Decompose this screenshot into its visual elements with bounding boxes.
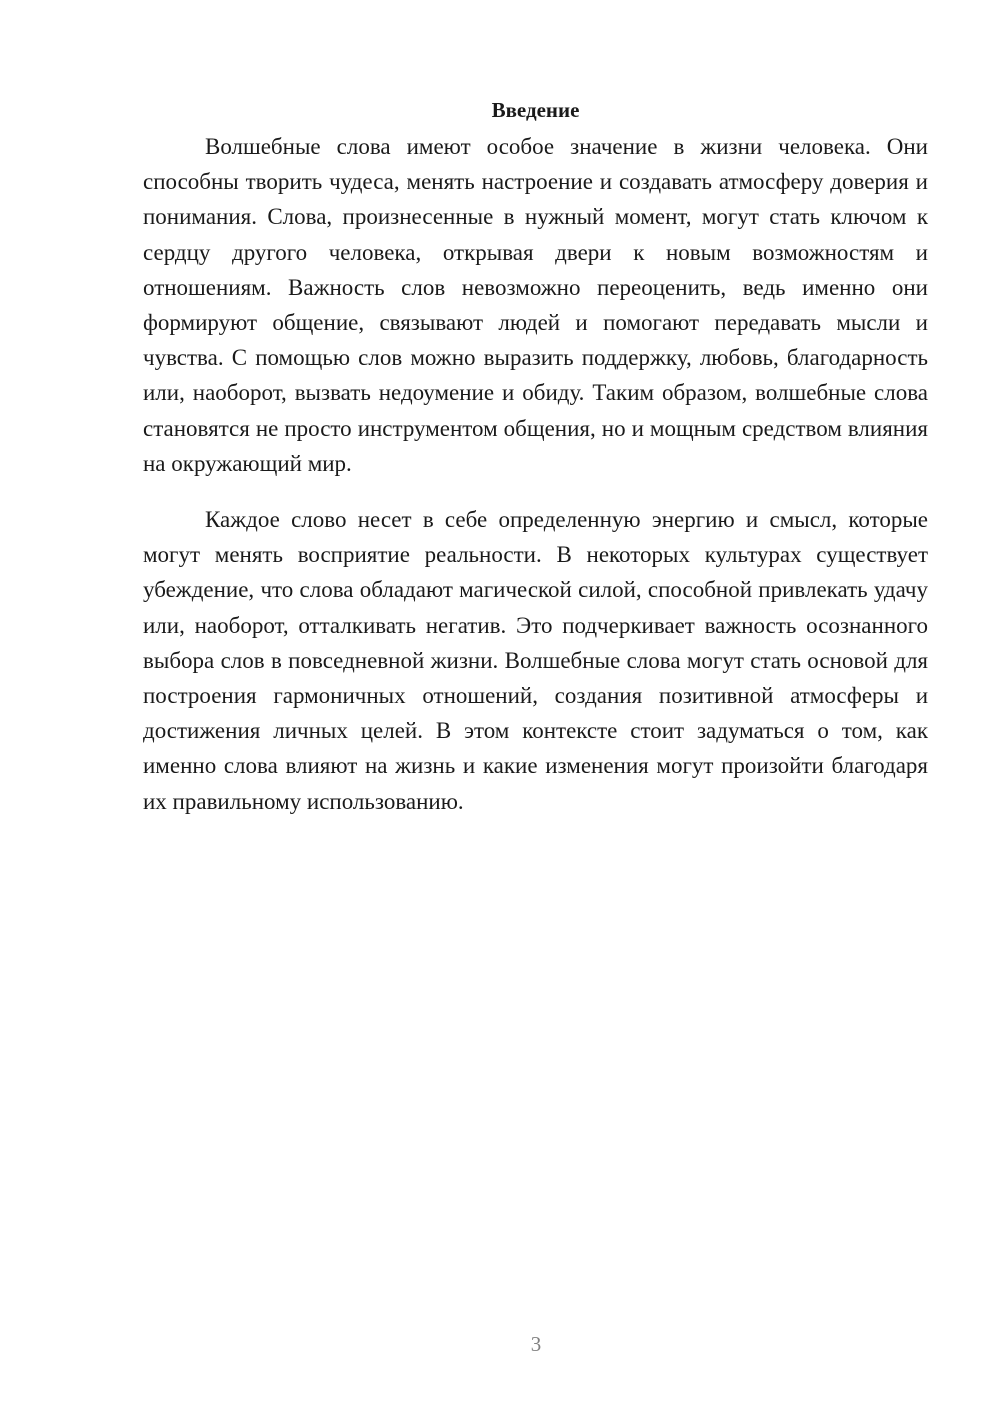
paragraph-1: Волшебные слова имеют особое значение в жизни человека. Они способны творить чудеса, менять настроение и создавать атмосферу доверия и понимания. Слова, произнесенные в нужный момент, могут стать ключом к сердцу другого человека, открывая двери к новым возможностям и отношениям. Важность слов невозможно переоценить, ведь именно они формируют общение, связывают людей и помогают передавать мысли и чувства. С помощью слов можно выразить поддержку, любовь, благодарность или, наоборот, вызвать недоумение и обиду. Таким образом, волшебные слова становятся не просто инструментом общения, но и мощным средством влияния на окружающий мир.	[143, 134, 928, 476]
page-content	[143, 94, 928, 819]
paragraph-2: Каждое слово несет в себе определенную энергию и смысл, которые могут менять восприятие реальности. В некоторых культурах существует убеждение, что слова обладают магической силой, способной привлекать удачу или, наоборот, отталкивать негатив. Это подчеркивает важность осознанного выбора слов в повседневной жизни. Волшебные слова могут стать основой для построения гармоничных отношений, создания позитивной атмосферы и достижения личных целей. В этом контексте стоит задуматься о том, как именно слова влияют на жизнь и какие изменения могут произойти благодаря их правильному использованию.	[143, 507, 928, 814]
page-number: 3	[530, 1332, 542, 1356]
section-title: Введение	[491, 98, 580, 122]
